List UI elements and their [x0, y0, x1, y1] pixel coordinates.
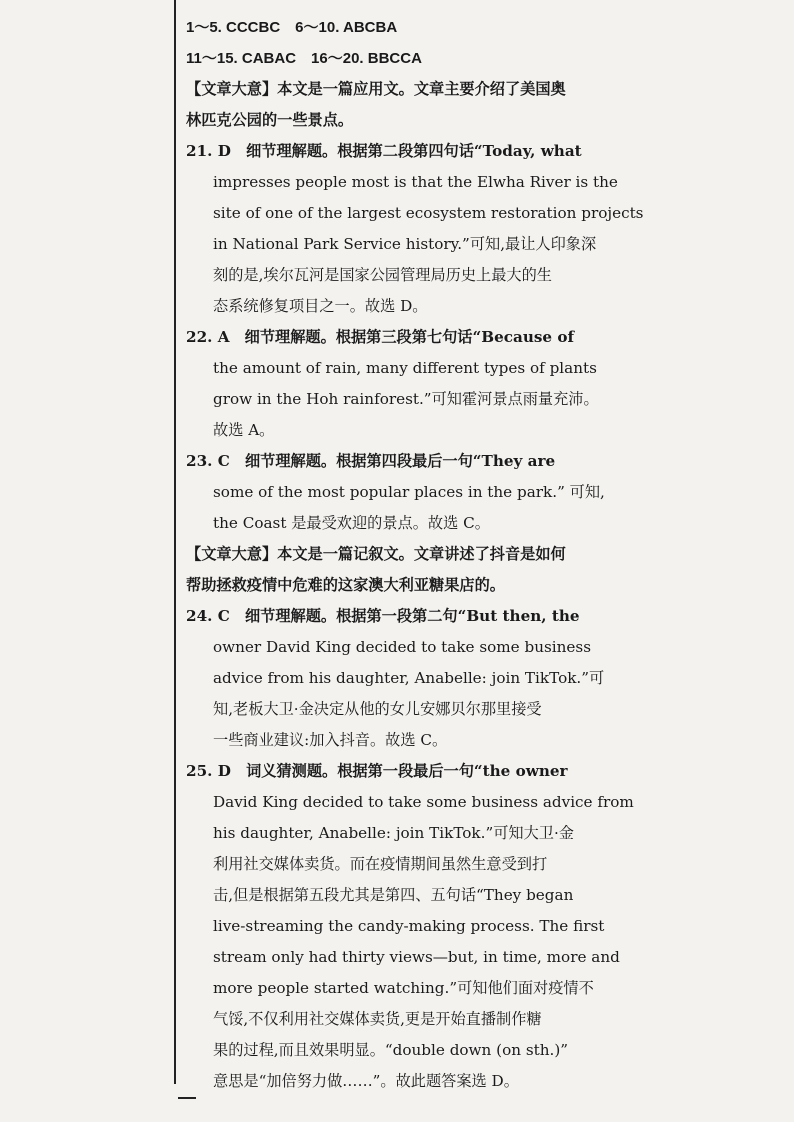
question-head: 21. D 细节理解题。根据第二段第四句话“Today, what	[186, 142, 582, 160]
explanation-line: live-streaming the candy-making process. The first	[213, 917, 605, 935]
answers-row-2: 11～15. CABAC 16～20. BBCCA	[186, 50, 422, 67]
answer-key-column	[186, 12, 644, 1097]
answers-row-1: 1～5. CCCBC 6～10. ABCBA	[186, 19, 398, 36]
explanation-line: 态系统修复项目之一。故选 D。	[213, 297, 428, 315]
summary-line: 【文章大意】本文是一篇应用文。文章主要介绍了美国奥	[186, 80, 566, 98]
summary-line: 【文章大意】本文是一篇记叙文。文章讲述了抖音是如何	[186, 545, 566, 563]
explanation-line: 果的过程,而且效果明显。“double down (on sth.)”	[213, 1041, 569, 1059]
question-23	[186, 446, 618, 539]
explanation-line: the amount of rain, many different types of plants	[213, 359, 597, 377]
explanation-line: 击,但是根据第五段尤其是第四、五句话“They began	[213, 886, 574, 904]
explanation-line: 气馁,不仅利用社交媒体卖货,更是开始直播制作糖	[213, 1010, 542, 1028]
question-head: 25. D 词义猜测题。根据第一段最后一句“the owner	[186, 762, 568, 780]
question-22	[186, 322, 618, 446]
explanation-line: more people started watching.”可知他们面对疫情不	[213, 979, 594, 997]
question-head: 22. A 细节理解题。根据第三段第七句话“Because of	[186, 328, 575, 346]
question-24	[186, 601, 618, 756]
explanation-line: David King decided to take some business advice from	[213, 793, 634, 811]
question-head: 24. C 细节理解题。根据第一段第二句“But then, the	[186, 607, 580, 625]
explanation-line: the Coast 是最受欢迎的景点。故选 C。	[213, 514, 490, 532]
explanation-line: 意思是“加倍努力做……”。故此题答案选 D。	[213, 1072, 519, 1090]
explanation-line: 一些商业建议:加入抖音。故选 C。	[213, 731, 448, 749]
explanation-line: grow in the Hoh rainforest.”可知霍河景点雨量充沛。	[213, 390, 599, 408]
passage-2-summary	[186, 539, 618, 601]
bottom-dash	[178, 1097, 196, 1099]
question-21	[186, 136, 644, 322]
explanation-line: some of the most popular places in the park.” 可知,	[213, 483, 605, 501]
explanation-line: 刻的是,埃尔瓦河是国家公园管理局历史上最大的生	[213, 266, 552, 284]
column-rule	[174, 0, 176, 1084]
summary-line: 帮助拯救疫情中危难的这家澳大利亚糖果店的。	[186, 576, 505, 594]
explanation-line: owner David King decided to take some business	[213, 638, 592, 656]
question-head: 23. C 细节理解题。根据第四段最后一句“They are	[186, 452, 556, 470]
explanation-line: site of one of the largest ecosystem restoration projects	[213, 204, 644, 222]
question-25	[186, 756, 634, 1097]
explanation-line: 知,老板大卫·金决定从他的女儿安娜贝尔那里接受	[213, 700, 542, 718]
explanation-line: 利用社交媒体卖货。而在疫情期间虽然生意受到打	[213, 855, 548, 873]
explanation-line: stream only had thirty views—but, in time, more and	[213, 948, 620, 966]
explanation-line: advice from his daughter, Anabelle: join TikTok.”可	[213, 669, 605, 687]
explanation-line: in National Park Service history.”可知,最让人印象深	[213, 235, 597, 253]
explanation-line: impresses people most is that the Elwha River is the	[213, 173, 618, 191]
explanation-line: his daughter, Anabelle: join TikTok.”可知大卫·金	[213, 824, 574, 842]
passage-1-summary	[186, 74, 618, 136]
summary-line: 林匹克公园的一些景点。	[186, 111, 354, 129]
explanation-line: 故选 A。	[213, 421, 275, 439]
